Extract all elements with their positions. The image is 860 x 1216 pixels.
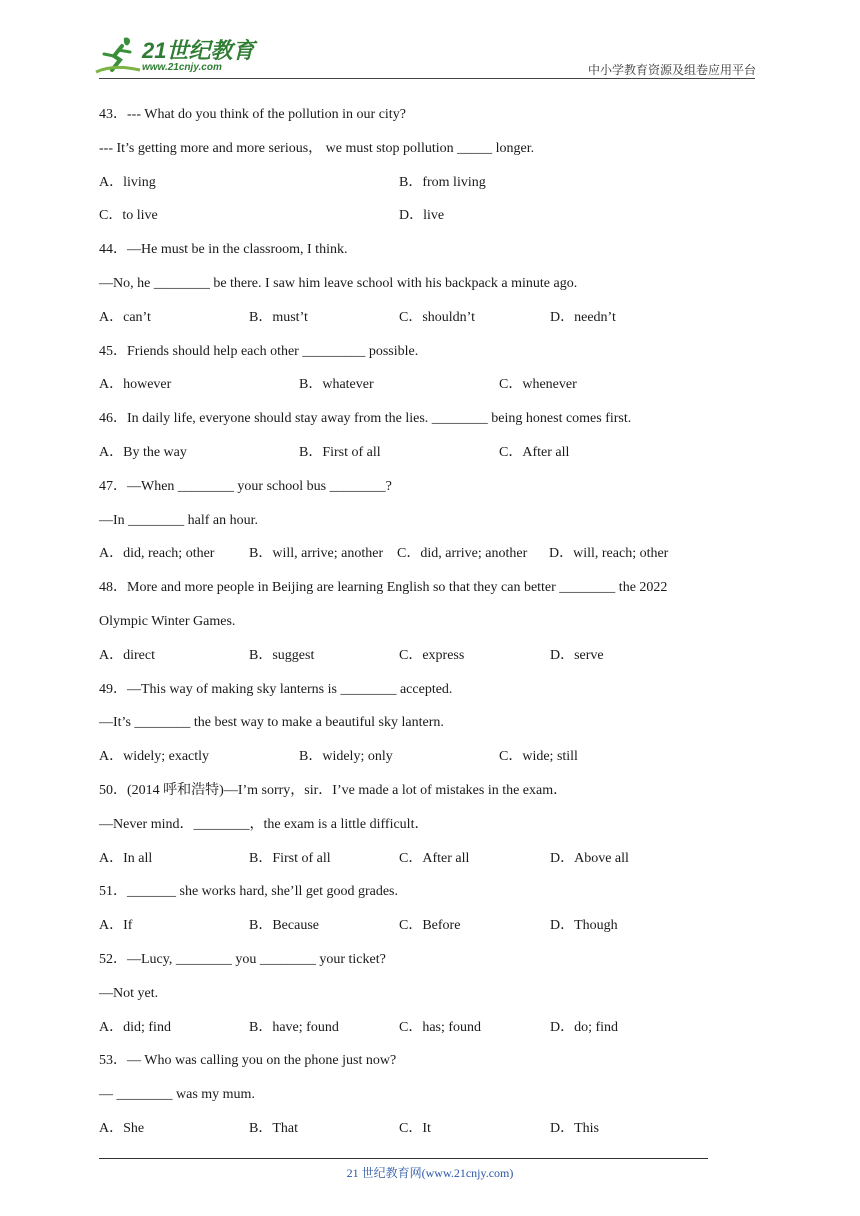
option-b: B．widely; only: [299, 749, 393, 765]
option-c: C．express: [399, 647, 465, 663]
option-b: B．must’t: [249, 309, 308, 325]
option-d: D．do; find: [550, 1019, 619, 1035]
option-b: B．whatever: [299, 377, 374, 393]
option-c: C．It: [399, 1120, 431, 1136]
option-b: B．suggest: [249, 647, 315, 663]
question-stem: 45．Friends should help each other _________ possible.: [99, 343, 419, 359]
question-item: [99, 474, 759, 575]
footer-divider: [99, 1158, 708, 1159]
header-platform-text: 中小学教育资源及组卷应用平台: [587, 63, 756, 77]
option-d: D．will, reach; other: [549, 546, 669, 562]
options-row: [99, 1015, 759, 1049]
question-line: —Never mind．________，the exam is a little difficult．: [99, 816, 429, 832]
option-a: A．widely; exactly: [99, 749, 210, 765]
question-stem: 47．—When ________ your school bus ________?: [99, 478, 392, 494]
question-stem: 51．_______ she works hard, she’ll get good grades.: [99, 884, 399, 900]
site-logo: [94, 34, 274, 78]
option-a: A．In all: [99, 850, 153, 866]
option-d: D．live: [399, 208, 445, 224]
option-c: C．to live: [99, 208, 158, 224]
question-item: [99, 947, 759, 1048]
question-line: Olympic Winter Games.: [99, 613, 236, 629]
question-stem: 52．—Lucy, ________ you ________ your ticket?: [99, 951, 386, 967]
question-line: —In ________ half an hour.: [99, 512, 259, 528]
header-divider: [99, 78, 755, 79]
option-d: D．serve: [550, 647, 604, 663]
options-row: [99, 744, 759, 778]
question-list: [99, 102, 759, 1150]
option-c: C．did, arrive; another: [397, 546, 528, 562]
option-b: B．Because: [249, 918, 319, 934]
question-item: [99, 778, 759, 879]
question-stem: 46．In daily life, everyone should stay away from the lies. ________ being honest comes first.: [99, 411, 632, 427]
options-row: [99, 305, 759, 339]
question-stem: 49．—This way of making sky lanterns is ________ accepted.: [99, 681, 453, 697]
question-stem: 53．— Who was calling you on the phone just now?: [99, 1053, 397, 1069]
question-item: [99, 102, 759, 237]
logo-text: 21世纪教育: [142, 38, 255, 63]
option-a: A．can’t: [99, 309, 151, 325]
question-line: — ________ was my mum.: [99, 1087, 255, 1103]
question-item: [99, 879, 759, 947]
option-c: C．has; found: [399, 1019, 482, 1035]
option-a: A．living: [99, 174, 156, 190]
page-header: [0, 0, 860, 80]
option-b: B．First of all: [299, 444, 381, 460]
option-d: D．Though: [550, 918, 618, 934]
option-b: B．That: [249, 1120, 298, 1136]
option-d: D．This: [550, 1120, 599, 1136]
options-row: [99, 643, 759, 677]
question-stem: 44．—He must be in the classroom, I think.: [99, 242, 348, 258]
question-line: —No, he ________ be there. I saw him leave school with his backpack a minute ago.: [99, 275, 578, 291]
option-a: A．If: [99, 918, 133, 934]
option-b: B．First of all: [249, 850, 331, 866]
option-a: A．did; find: [99, 1019, 171, 1035]
option-b: B．will, arrive; another: [249, 546, 384, 562]
option-c: C．After all: [399, 850, 470, 866]
question-item: [99, 339, 759, 407]
question-stem: 43．--- What do you think of the pollution in our city?: [99, 107, 406, 122]
option-c: C．After all: [499, 444, 570, 460]
question-line: —Not yet.: [99, 985, 159, 1001]
question-stem: 50．(2014 呼和浩特)—I’m sorry，sir．I’ve made a lot of mistakes in the exam．: [99, 782, 568, 798]
option-a: A．direct: [99, 647, 155, 663]
option-b: B．have; found: [249, 1019, 339, 1035]
option-a: A．did, reach; other: [99, 546, 215, 562]
option-c: C．wide; still: [499, 749, 578, 765]
question-item: [99, 1048, 759, 1149]
question-item: [99, 575, 759, 676]
options-row: [99, 203, 759, 237]
options-row: [99, 846, 759, 880]
question-stem: 48．More and more people in Beijing are learning English so that they can better ________ the 2022: [99, 580, 668, 596]
options-row: [99, 440, 759, 474]
option-a: A．She: [99, 1120, 145, 1136]
option-c: C．whenever: [499, 377, 577, 393]
option-a: A．however: [99, 377, 172, 393]
question-line: --- It’s getting more and more serious， we must stop pollution _____ longer.: [99, 140, 535, 156]
question-item: [99, 406, 759, 474]
option-d: D．Above all: [550, 850, 629, 866]
option-a: A．By the way: [99, 444, 187, 460]
question-item: [99, 677, 759, 778]
option-b: B．from living: [399, 174, 486, 190]
runner-logo-icon: [94, 34, 142, 78]
options-row: [99, 541, 759, 575]
options-row: [99, 372, 759, 406]
options-row: [99, 913, 759, 947]
footer-text: 21 世纪教育网(www.21cnjy.com): [346, 1166, 514, 1180]
options-row: [99, 1116, 759, 1150]
question-item: [99, 237, 759, 338]
options-row: [99, 170, 759, 204]
logo-url: www.21cnjy.com: [142, 62, 222, 73]
option-c: C．Before: [399, 918, 461, 934]
option-c: C．shouldn’t: [399, 309, 475, 325]
option-d: D．needn’t: [550, 309, 616, 325]
question-line: —It’s ________ the best way to make a beautiful sky lantern.: [99, 715, 444, 731]
